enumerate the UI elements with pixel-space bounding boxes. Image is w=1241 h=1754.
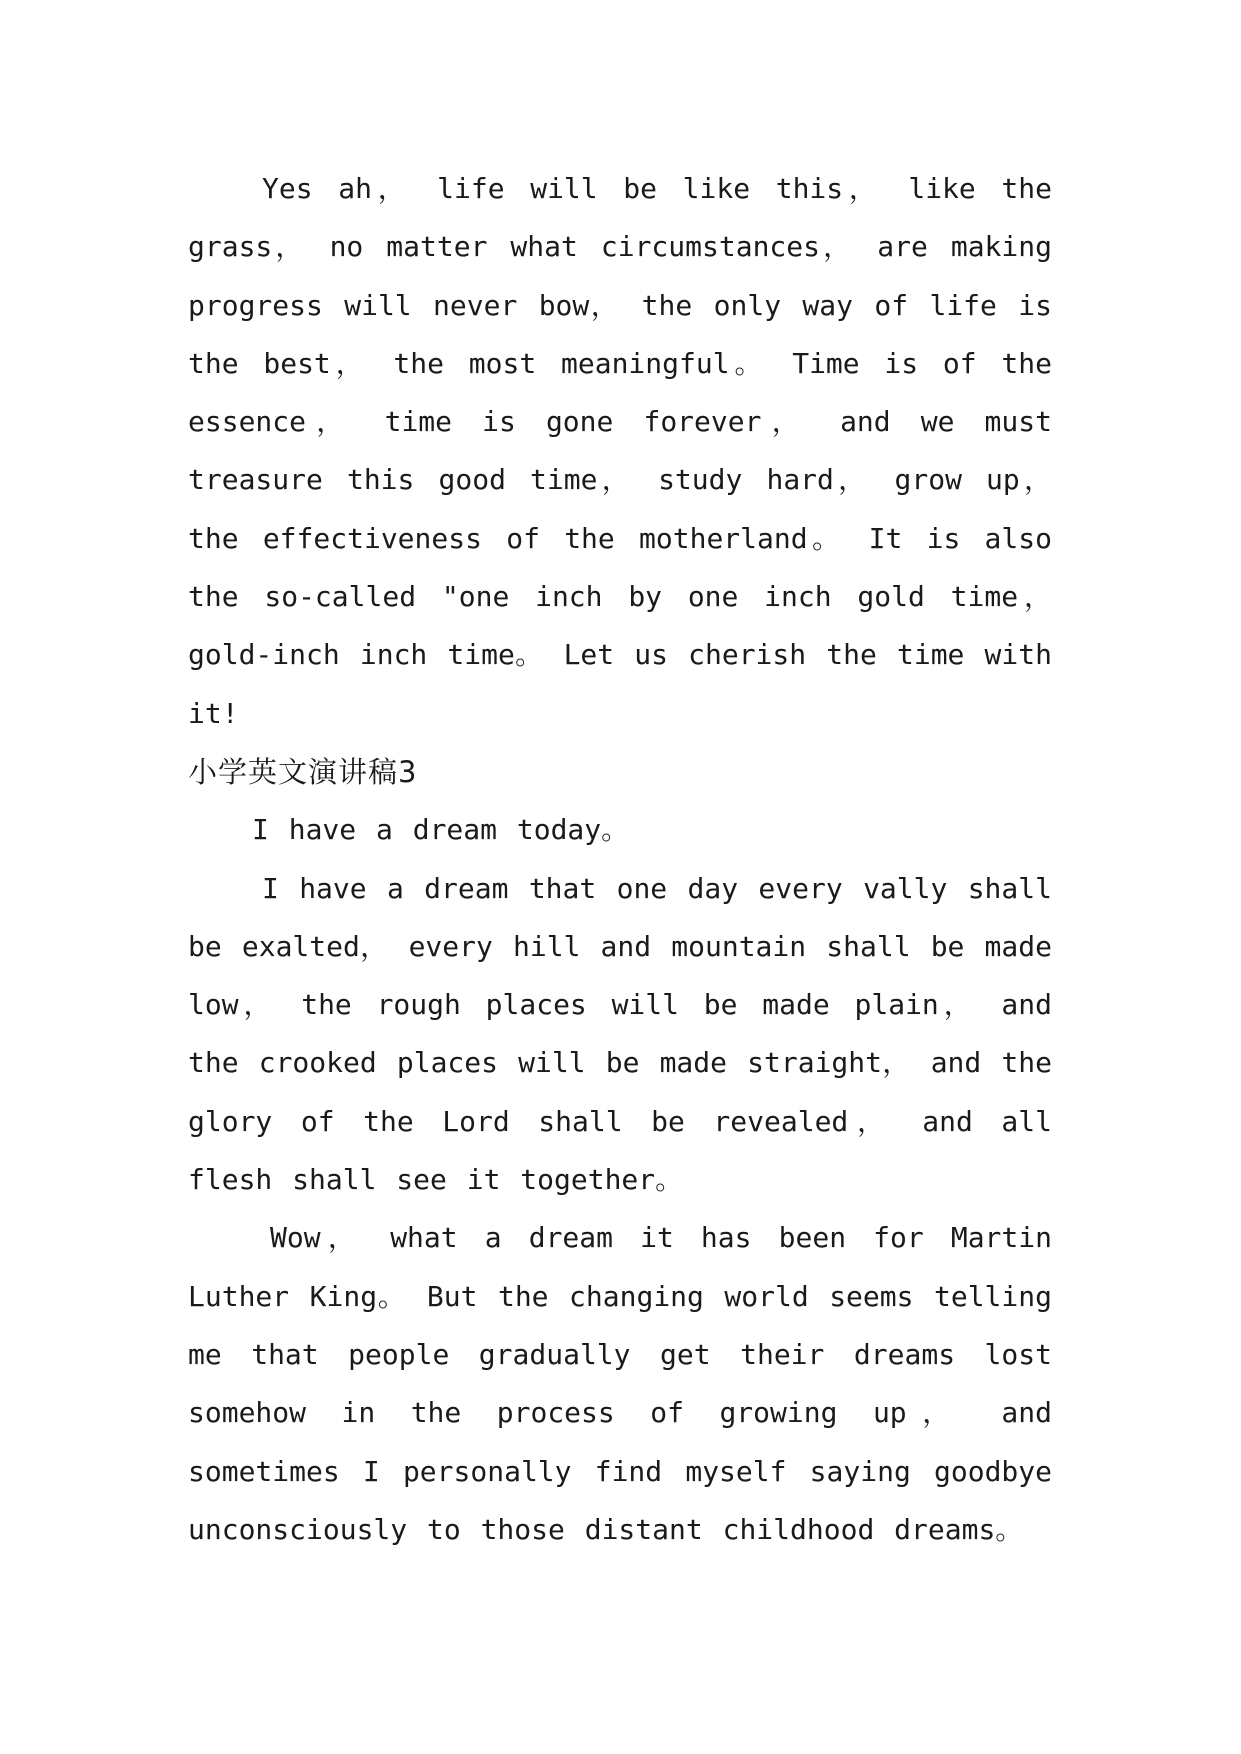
section-heading: 小学英文演讲稿3	[188, 754, 418, 789]
paragraph-martin-luther-king: Wow， what a dream it has been for Martin Luther King。 But the changing world seems telling me that people gradually get their dreams lost somehow in the process of growing up， and sometimes I personally find myself saying goodbye unconsciously to those distant childhood dreams。	[188, 1221, 1052, 1546]
paragraph-time-essence: Yes ah， life will be like this， like the grass， no matter what circumstances， are making progress will never bow， the only way of life is the best， the most meaningful。 Time is of the essence， time is gone forever， and we must treasure this good time， study hard， grow up， the effectiveness of the motherland。 It is also the so-called "one inch by one inch gold time， gold-inch inch time。 Let us cherish the time with it!	[188, 172, 1052, 730]
document-body	[188, 160, 1052, 1559]
paragraph-dream-today: I have a dream today。	[252, 813, 630, 847]
paragraph-dream-vally: I have a dream that one day every vally shall be exalted， every hill and mountain shall be made low， the rough places will be made plain， and the crooked places will be made straight， and the glory of the Lord shall be revealed， and all flesh shall see it together。	[188, 871, 1052, 1197]
